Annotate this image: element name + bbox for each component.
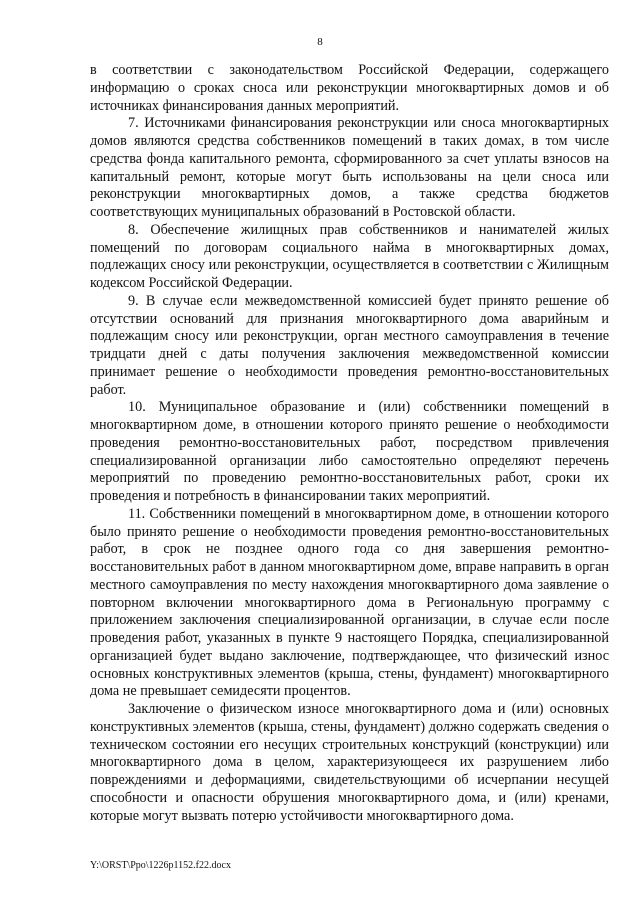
paragraph-item-7: 7. Источниками финансирования реконструкции или сноса многоквартирных домов являются средства собственников помещений в таких домах, в том числе средства фонда капитального ремонта, сформированного за счет уплаты взносов на капитальный ремонт, которые могут быть использованы на цели сноса или реконструкции многоквартирных домов, а также средства бюджетов соответствующих муниципальных образований в Ростовской области.: [90, 115, 609, 220]
document-body: [90, 62, 609, 825]
footer-file-path: Y:\ORST\Ppo\1226p1152.f22.docx: [90, 860, 231, 871]
paragraph-item-10: 10. Муниципальное образование и (или) собственники помещений в многоквартирном доме, в отношении которого принято решение о необходимости проведения ремонтно-восстановительных работ, посредством привлечения специализированной организации либо самостоятельно определяют перечень мероприятий по проведению ремонтно-восстановительных работ, сроки их проведения и потребность в финансировании таких мероприятий.: [90, 399, 609, 504]
paragraph-item-9: 9. В случае если межведомственной комиссией будет принято решение об отсутствии оснований для признания многоквартирного дома аварийным и подлежащим сносу или реконструкции, орган местного самоуправления в течение тридцати дней с даты получения заключения межведомственной комиссии принимает решение о необходимости проведения ремонтно-восстановительных работ.: [90, 292, 609, 398]
paragraph-continuation: в соответствии с законодательством Российской Федерации, содержащего информацию о сроках сноса или реконструкции многоквартирных домов и об источниках финансирования данных мероприятий.: [90, 62, 609, 114]
page-number: 8: [317, 36, 323, 48]
paragraph-conclusion: Заключение о физическом износе многоквартирного дома и (или) основных конструктивных элементов (крыша, стены, фундамент) должно содержать сведения о техническом состоянии его несущих строительных конструкций (конструкции) или многоквартирного дома в целом, характеризующееся их разрушением либо повреждениями и деформациями, свидетельствующими об исчерпании несущей способности и опасности обрушения многоквартирного дома, и (или) кренами, которые могут вызвать потерю устойчивости многоквартирного дома.: [90, 701, 609, 824]
paragraph-item-11: 11. Собственники помещений в многоквартирном доме, в отношении которого было принято решение о необходимости проведения ремонтно-восстановительных работ, в срок не позднее одного года со дня завершения ремонтно-восстановительных работ в данном многоквартирном доме, вправе направить в орган местного самоуправления по месту нахождения многоквартирного дома заявление о повторном включении многоквартирного дома в Региональную программу с приложением заключения специализированной организации, в случае если после проведения работ, указанных в пункте 9 настоящего Порядка, специализированной организацией будет выдано заключение, подтверждающее, что физический износ основных конструктивных элементов (крыша, стены, фундамент) многоквартирного дома не превышает семидесяти процентов.: [90, 505, 609, 700]
paragraph-item-8: 8. Обеспечение жилищных прав собственников и нанимателей жилых помещений по договорам социального найма в многоквартирных домах, подлежащих сносу или реконструкции, осуществляется в соответствии с Жилищным кодексом Российской Федерации.: [90, 221, 609, 291]
